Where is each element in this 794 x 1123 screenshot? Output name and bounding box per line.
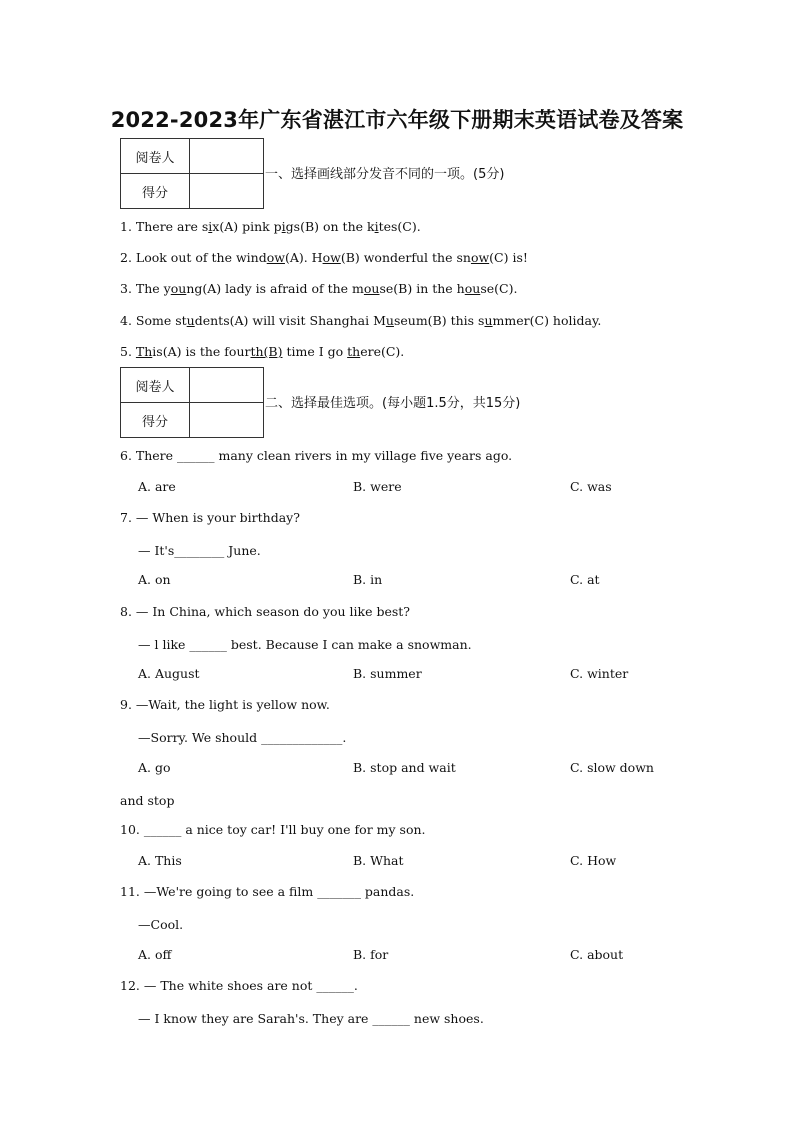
question-9-option-b[interactable]: B. stop and wait	[353, 760, 456, 775]
section-2-heading: 二、选择最佳选项。(每小题1.5分，共15分)	[265, 396, 521, 411]
question-7-option-a[interactable]: A. on	[138, 572, 171, 587]
reviewer-cell[interactable]	[190, 139, 264, 174]
reviewer-label: 阅卷人	[121, 368, 190, 403]
question-12-stem: 12. — The white shoes are not ______.	[120, 978, 358, 993]
question-8-option-c[interactable]: C. winter	[570, 666, 629, 681]
question-8-stem: 8. — In China, which season do you like best?	[120, 604, 410, 619]
page-title: 2022-2023年广东省湛江市六年级下册期末英语试卷及答案	[110, 108, 684, 132]
question-6-option-a[interactable]: A. are	[138, 479, 176, 494]
score-cell[interactable]	[190, 174, 264, 209]
question-6-stem: 6. There ______ many clean rivers in my village five years ago.	[120, 448, 513, 463]
score-cell[interactable]	[190, 403, 264, 438]
question-8-option-b[interactable]: B. summer	[353, 666, 422, 681]
question-10-stem: 10. ______ a nice toy car! I'll buy one for my son.	[120, 822, 426, 837]
question-9-option-c-wrap: and stop	[120, 793, 175, 808]
question-7-stem: 7. — When is your birthday?	[120, 510, 300, 525]
question-11-option-c[interactable]: C. about	[570, 947, 624, 962]
question-4: 4. Some students(A) will visit Shanghai Museum(B) this summer(C) holiday.	[120, 313, 602, 328]
question-7-option-b[interactable]: B. in	[353, 572, 383, 587]
question-11-option-a[interactable]: A. off	[138, 947, 172, 962]
question-11-stem-2: —Cool.	[138, 917, 184, 932]
question-10-option-b[interactable]: B. What	[353, 853, 404, 868]
question-3: 3. The young(A) lady is afraid of the mouse(B) in the house(C).	[120, 281, 518, 296]
question-8-option-a[interactable]: A. August	[138, 666, 200, 681]
question-7-option-c[interactable]: C. at	[570, 572, 600, 587]
score-box-1	[120, 138, 264, 209]
question-5: 5. This(A) is the fourth(B) time I go there(C).	[120, 344, 405, 359]
section-1-heading: 一、选择画线部分发音不同的一项。(5分)	[265, 167, 505, 182]
question-7-stem-2: — It's________ June.	[138, 543, 261, 558]
question-9-stem-2: —Sorry. We should _____________.	[138, 730, 347, 745]
question-6-option-b[interactable]: B. were	[353, 479, 402, 494]
question-11-stem: 11. —We're going to see a film _______ pandas.	[120, 884, 415, 899]
question-1: 1. There are six(A) pink pigs(B) on the kites(C).	[120, 219, 421, 234]
question-9-option-a[interactable]: A. go	[138, 760, 171, 775]
question-10-option-a[interactable]: A. This	[138, 853, 182, 868]
question-10-option-c[interactable]: C. How	[570, 853, 617, 868]
reviewer-cell[interactable]	[190, 368, 264, 403]
question-8-stem-2: — l like ______ best. Because I can make a snowman.	[138, 637, 472, 652]
question-9-option-c[interactable]: C. slow down	[570, 760, 654, 775]
score-box-2	[120, 367, 264, 438]
reviewer-label: 阅卷人	[121, 139, 190, 174]
question-9-stem: 9. —Wait, the light is yellow now.	[120, 697, 330, 712]
question-11-option-b[interactable]: B. for	[353, 947, 389, 962]
score-label: 得分	[121, 174, 190, 209]
score-label: 得分	[121, 403, 190, 438]
question-2: 2. Look out of the window(A). How(B) wonderful the snow(C) is!	[120, 250, 528, 265]
question-6-option-c[interactable]: C. was	[570, 479, 612, 494]
question-12-stem-2: — I know they are Sarah's. They are ______ new shoes.	[138, 1011, 484, 1026]
